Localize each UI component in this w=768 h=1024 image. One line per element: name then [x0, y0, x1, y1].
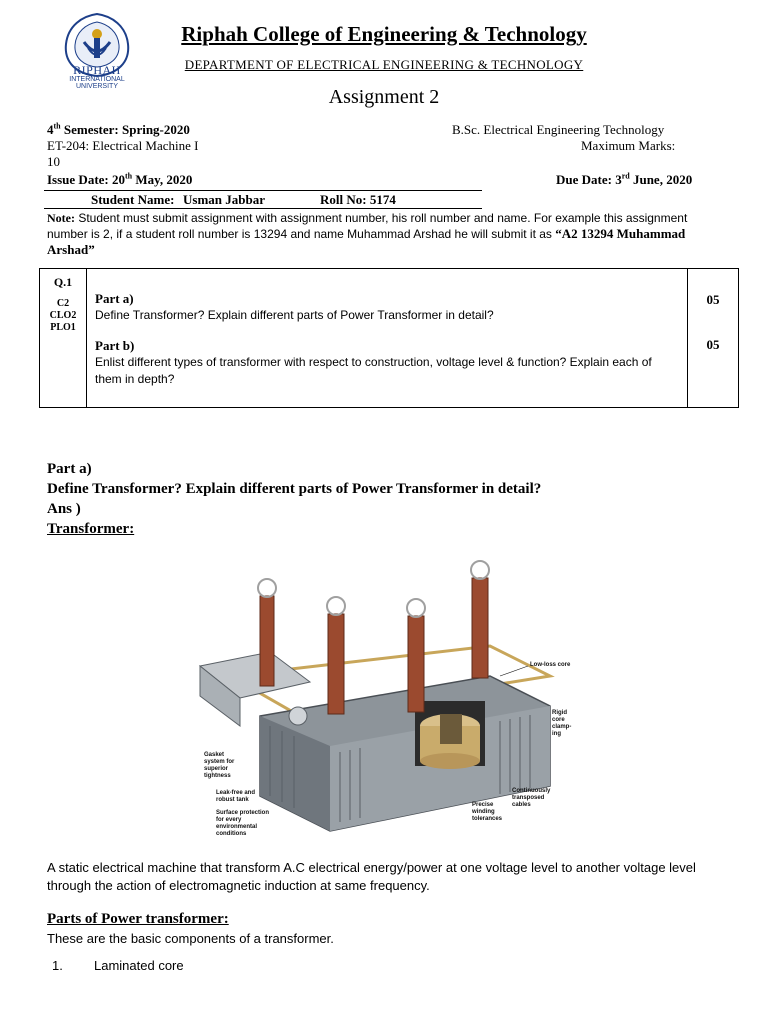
part-a-text: Define Transformer? Explain different parts of Power Transformer in detail?	[95, 308, 494, 322]
parts-intro: These are the basic components of a transformer.	[47, 931, 334, 946]
label-gasket-4: tightness	[204, 773, 231, 779]
student-divider-bottom	[44, 208, 482, 209]
answer-question: Define Transformer? Explain different parts of Power Transformer in detail?	[47, 481, 542, 497]
label-leak-1: Leak-free and	[216, 790, 256, 796]
program-line: B.Sc. Electrical Engineering Technology	[452, 122, 665, 137]
label-rigid-3: clamp-	[552, 724, 572, 730]
label-precise-3: tolerances	[472, 816, 503, 822]
label-gasket-2: system for	[204, 759, 235, 765]
part-b-marks: 05	[706, 337, 720, 352]
label-cont-3: cables	[512, 802, 531, 808]
label-surface-1: Surface protection	[216, 810, 270, 816]
label-gasket-3: superior	[204, 766, 229, 772]
college-title: Riphah College of Engineering & Technology	[181, 22, 587, 46]
max-marks-value: 10	[47, 154, 60, 169]
part-a-label: Part a)	[95, 291, 134, 306]
label-low-loss-core: Low-loss core	[530, 662, 571, 668]
student-divider	[44, 190, 482, 191]
logo-sub1: INTERNATIONAL	[69, 76, 125, 83]
clo-tag: CLO2	[49, 310, 77, 321]
label-surface-4: conditions	[216, 831, 247, 837]
assignment-title: Assignment 2	[328, 86, 440, 108]
issue-date: Issue Date: 20th May, 2020	[47, 171, 193, 187]
logo-name: RIPHAH	[73, 63, 121, 77]
max-marks-label: Maximum Marks:	[581, 138, 676, 153]
label-cont-1: Continuously	[512, 788, 551, 794]
student-name: Usman Jabbar	[183, 192, 265, 207]
semester-line: 4th Semester: Spring-2020	[47, 121, 190, 137]
label-precise-1: Precise	[472, 802, 494, 808]
label-precise-2: winding	[472, 809, 495, 815]
list-item-text: Laminated core	[94, 958, 184, 973]
logo-caption	[54, 64, 140, 90]
label-gasket-1: Gasket	[204, 752, 225, 758]
label-surface-2: for every	[216, 817, 242, 823]
transformer-heading: Transformer:	[47, 521, 135, 537]
cognitive-level: C2	[56, 298, 70, 309]
parts-heading: Parts of Power transformer:	[47, 911, 229, 927]
roll-number: Roll No: 5174	[320, 192, 396, 207]
plo-tag: PLO1	[50, 322, 76, 333]
label-rigid-1: Rigid	[552, 710, 567, 716]
marks-cell	[688, 269, 739, 408]
transformer-definition: A static electrical machine that transform A.C electrical energy/power at one voltage level to another voltage level through the action of electromagnetic induction at same frequency.	[47, 860, 696, 893]
question-number: Q.1	[53, 275, 73, 289]
question-meta-cell	[40, 269, 87, 408]
part-a-marks: 05	[706, 292, 720, 307]
label-surface-3: environmental	[216, 824, 258, 830]
label-cont-2: transposed	[512, 795, 545, 801]
power-transformer-figure	[190, 556, 582, 840]
logo-sub2: UNIVERSITY	[75, 83, 118, 90]
note-paragraph: Note: Student must submit assignment with assignment number, his roll number and name. For example this assignment number is 2, if a student roll number is 13294 and name Muhammad Arshad he will submit it as “A2 13294 Muhammad Arshad”	[47, 211, 688, 257]
due-date: Due Date: 3rd June, 2020	[556, 171, 693, 187]
list-item-number: 1.	[52, 958, 63, 973]
part-b-text: Enlist different types of transformer with respect to construction, voltage level & function? Explain each of them in depth?	[95, 355, 652, 386]
question-text-cell	[87, 269, 688, 408]
answer-part-label: Part a)	[47, 461, 92, 477]
question-table	[39, 268, 739, 408]
department-title: DEPARTMENT OF ELECTRICAL ENGINEERING & TECHNOLOGY	[184, 57, 584, 72]
label-rigid-4: ing	[552, 731, 561, 737]
part-b-label: Part b)	[95, 338, 135, 353]
label-leak-2: robust tank	[216, 797, 249, 803]
label-rigid-2: core	[552, 717, 565, 723]
answer-label: Ans )	[47, 501, 81, 517]
student-label: Student Name:	[91, 192, 175, 207]
course-line: ET-204: Electrical Machine I	[47, 138, 199, 153]
